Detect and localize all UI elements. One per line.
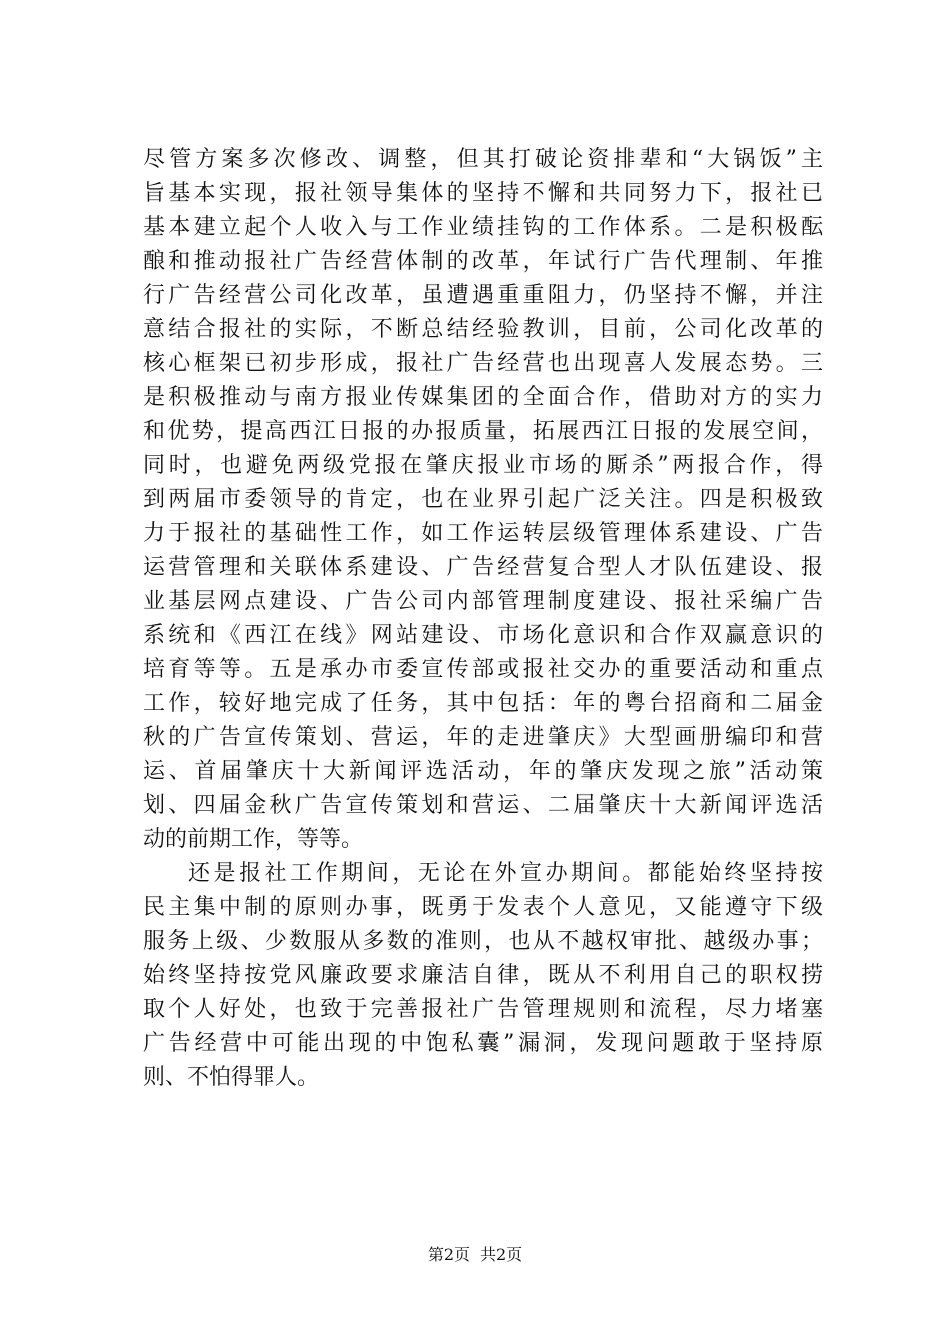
- text-line: 到两届市委领导的肯定，也在业界引起广泛关注。四是积极致: [143, 487, 823, 512]
- text-line: 始终坚持按党风廉政要求廉洁自律，既从不利用自己的职权捞: [143, 963, 823, 988]
- text-line: 意结合报社的实际，不断总结经验教训，目前，公司化改革的: [143, 317, 823, 342]
- text-line: 力于报社的基础性工作，如工作运转层级管理体系建设、广告: [143, 521, 823, 546]
- text-line: 民主集中制的原则办事，既勇于发表个人意见，又能遵守下级: [143, 895, 823, 920]
- text-line: 服务上级、少数服从多数的准则，也从不越权审批、越级办事；: [143, 929, 823, 954]
- page-footer: [0, 1245, 950, 1265]
- text-line: 核心框架已初步形成，报社广告经营也出现喜人发展态势。三: [143, 351, 823, 376]
- text-line: 和优势，提高西江日报的办报质量，拓展西江日报的发展空间，: [143, 419, 823, 444]
- document-body: [143, 143, 823, 1095]
- text-line: 酿和推动报社广告经营体制的改革，年试行广告代理制、年推: [143, 249, 823, 274]
- paragraph: [143, 857, 823, 1095]
- text-line: 广告经营中可能出现的中饱私囊”漏洞，发现问题敢于坚持原: [143, 1031, 823, 1056]
- page-total: 共2页: [480, 1245, 523, 1264]
- text-line: 取个人好处，也致于完善报社广告管理规则和流程，尽力堵塞: [143, 997, 823, 1022]
- text-line: 行广告经营公司化改革，虽遭遇重重阻力，仍坚持不懈，并注: [143, 283, 823, 308]
- text-line: 运营管理和关联体系建设、广告经营复合型人才队伍建设、报: [143, 555, 823, 580]
- text-line: 动的前期工作，等等。: [143, 827, 364, 852]
- paragraph: [143, 143, 823, 857]
- text-line: 同时，也避免两级党报在肇庆报业市场的厮杀”两报合作，得: [143, 453, 823, 478]
- text-line: 基本建立起个人收入与工作业绩挂钩的工作体系。二是积极酝: [143, 215, 823, 240]
- page-number: 第2页: [427, 1245, 470, 1264]
- text-line: 培育等等。五是承办市委宣传部或报社交办的重要活动和重点: [143, 657, 823, 682]
- text-line: 工作，较好地完成了任务，其中包括：年的粤台招商和二届金: [143, 691, 823, 716]
- text-line: 则、不怕得罪人。: [143, 1065, 320, 1090]
- text-line: 划、四届金秋广告宣传策划和营运、二届肇庆十大新闻评选活: [143, 793, 823, 818]
- text-line: 是积极推动与南方报业传媒集团的全面合作，借助对方的实力: [143, 385, 823, 410]
- text-line: 旨基本实现，报社领导集体的坚持不懈和共同努力下，报社已: [143, 181, 823, 206]
- text-line: 尽管方案多次修改、调整，但其打破论资排辈和“大锅饭”主: [143, 147, 823, 172]
- text-line: 秋的广告宣传策划、营运，年的走进肇庆》大型画册编印和营: [143, 725, 823, 750]
- text-line: 还是报社工作期间，无论在外宣办期间。都能始终坚持按: [188, 861, 823, 886]
- text-line: 业基层网点建设、广告公司内部管理制度建设、报社采编广告: [143, 589, 823, 614]
- text-line: 运、首届肇庆十大新闻评选活动，年的肇庆发现之旅”活动策: [143, 759, 823, 784]
- text-line: 系统和《西江在线》网站建设、市场化意识和合作双赢意识的: [143, 623, 823, 648]
